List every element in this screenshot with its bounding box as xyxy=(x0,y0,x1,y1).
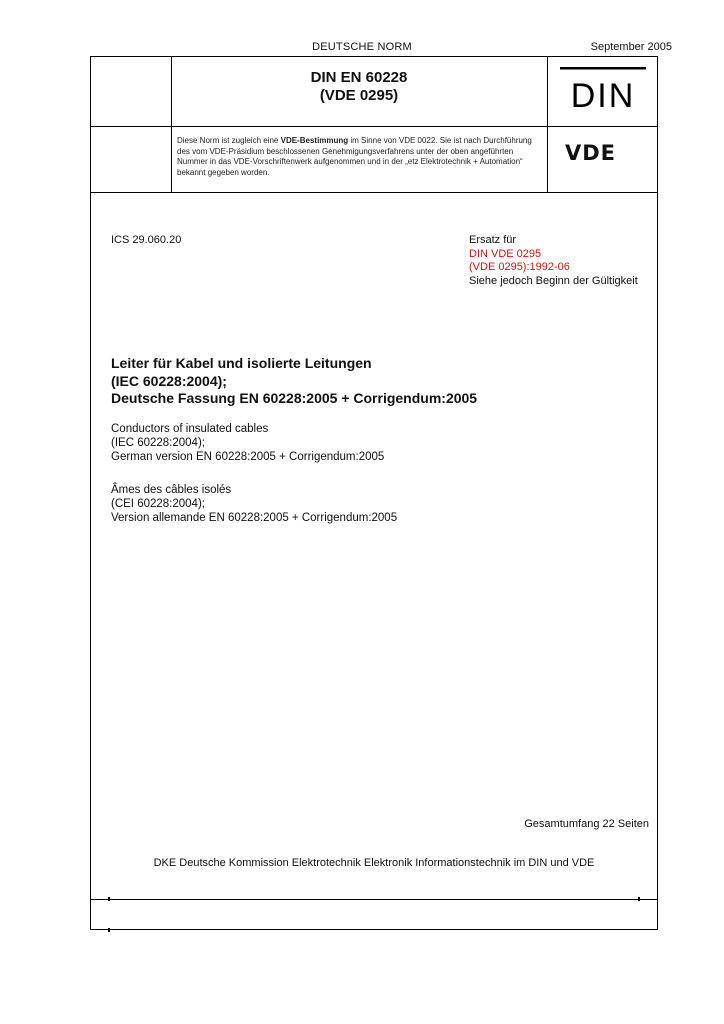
standard-number: DIN EN 60228 xyxy=(310,69,408,86)
note-emphasis: VDE-Bestimmung xyxy=(280,136,349,145)
replaced-standard-date: (VDE 0295):1992-06 xyxy=(469,261,570,273)
publisher-line: DKE Deutsche Kommission Elektrotechnik Elektronik Informationstechnik im DIN und VDE xyxy=(153,857,595,869)
title-line: (CEI 60228:2004); xyxy=(111,498,205,510)
title-german xyxy=(111,355,477,408)
divider xyxy=(91,192,657,193)
divider xyxy=(91,899,657,900)
title-line: Deutsche Fassung EN 60228:2005 + Corrigendum:2005 xyxy=(111,390,478,406)
title-line: (IEC 60228:2004); xyxy=(111,372,227,389)
note-text: Diese Norm ist zugleich eine xyxy=(177,136,281,145)
replacement-label: Ersatz für xyxy=(469,234,517,246)
replacement-info xyxy=(469,234,638,288)
title-english xyxy=(111,422,384,464)
title-line: Version allemande EN 60228:2005 + Corrigendum:2005 xyxy=(111,512,398,524)
margin-mark xyxy=(108,897,110,901)
divider xyxy=(91,126,657,127)
replaced-standard: DIN VDE 0295 xyxy=(469,247,542,260)
note-text: im Sinne von VDE 0022. Sie ist nach Durchführung des vom VDE-Präsidium beschlossenen Genehmigungsverfahrens unter der oben angeführten Nummer in das VDE-Vorschriftenwerk aufgenommen und in der „etz Elektrotechnik + Automation“ bekannt gegeben worden. xyxy=(177,136,532,177)
title-line: (IEC 60228:2004); xyxy=(111,437,205,449)
title-line: Conductors of insulated cables xyxy=(111,423,269,435)
vde-number: (VDE 0295) xyxy=(319,87,399,104)
vde-regulation-note xyxy=(177,136,545,178)
title-line: German version EN 60228:2005 + Corrigendum:2005 xyxy=(111,451,385,463)
publication-date: September 2005 xyxy=(590,41,672,53)
vde-logo: VDE xyxy=(565,141,617,165)
title-line: Âmes des câbles isolés xyxy=(111,484,232,496)
document-frame xyxy=(90,56,658,930)
din-logo xyxy=(559,65,647,123)
divider xyxy=(547,57,548,192)
ics-code: ICS 29.060.20 xyxy=(111,234,182,246)
validity-note: Siehe jedoch Beginn der Gültigkeit xyxy=(469,274,638,287)
standard-title xyxy=(171,69,547,105)
margin-mark xyxy=(108,928,110,932)
title-french xyxy=(111,483,397,525)
din-logo-text: DIN xyxy=(570,77,636,115)
norm-type-label: DEUTSCHE NORM xyxy=(312,41,412,53)
margin-mark xyxy=(638,897,640,901)
total-pages: Gesamtumfang 22 Seiten xyxy=(524,818,649,830)
title-line: Leiter für Kabel und isolierte Leitungen xyxy=(111,355,372,371)
